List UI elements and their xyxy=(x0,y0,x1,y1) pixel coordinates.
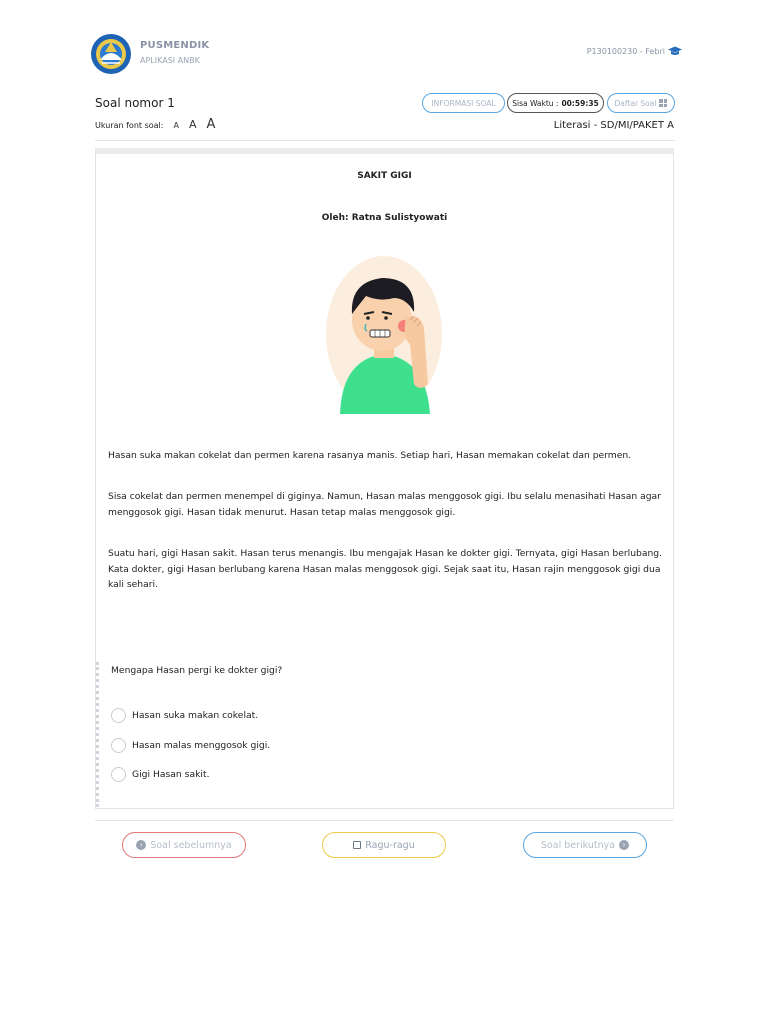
font-size-large-button[interactable]: A xyxy=(206,117,216,132)
daftar-soal-label: Daftar Soal xyxy=(614,98,657,108)
previous-question-label: Soal sebelumnya xyxy=(150,839,232,851)
story-author: Oleh: Ratna Sulistyowati xyxy=(321,213,448,223)
next-question-button[interactable] xyxy=(523,832,647,858)
grid-icon xyxy=(659,99,667,107)
next-question-label: Soal berikutnya xyxy=(540,839,616,851)
answer-option-2[interactable] xyxy=(111,738,270,753)
radio-button[interactable] xyxy=(111,767,126,782)
radio-button[interactable] xyxy=(111,738,126,753)
user-info xyxy=(587,46,682,56)
font-size-small-button[interactable]: A xyxy=(173,121,179,130)
answer-option-label: Gigi Hasan sakit. xyxy=(132,769,210,780)
time-value: 00:59:35 xyxy=(561,98,599,108)
daftar-soal-button[interactable] xyxy=(607,93,675,113)
font-size-label: Ukuran font soal: xyxy=(95,121,164,130)
story-paragraph-1: Hasan suka makan cokelat dan permen karena rasanya manis. Setiap hari, Hasan memakan cokelat dan permen. xyxy=(108,450,632,461)
toothache-boy-illustration xyxy=(322,254,447,414)
time-remaining xyxy=(507,93,604,113)
answer-option-3[interactable] xyxy=(111,767,210,782)
question-divider xyxy=(96,662,100,807)
question-number-title: Soal nomor 1 xyxy=(95,96,175,110)
answer-option-label: Hasan suka makan cokelat. xyxy=(132,710,259,721)
doubtful-button[interactable] xyxy=(322,832,446,858)
info-soal-button[interactable]: INFORMASI SOAL xyxy=(422,93,505,113)
divider xyxy=(95,820,674,821)
graduation-cap-icon xyxy=(668,46,682,56)
story-title: SAKIT GIGI xyxy=(357,171,412,181)
tutwuri-logo xyxy=(88,33,134,75)
story-paragraph-2: Sisa cokelat dan permen menempel di giginya. Namun, Hasan malas menggosok gigi. Ibu selalu menasihati Hasan agar menggosok gigi. Hasan tidak menurut. Hasan tetap malas menggosok gigi. xyxy=(108,491,661,518)
checkbox-icon xyxy=(353,841,361,849)
time-label: Sisa Waktu : xyxy=(512,98,559,108)
story-paragraph-3: Suatu hari, gigi Hasan sakit. Hasan terus menangis. Ibu mengajak Hasan ke dokter gigi. Ternyata, gigi Hasan berlubang. Kata dokter, gigi Hasan berlubang karena Hasan malas menggosok gigi. Sejak saat itu, Hasan rajin menggosok gigi dua kali sehari. xyxy=(108,548,663,590)
previous-question-button[interactable] xyxy=(122,832,246,858)
brand-title: PUSMENDIK xyxy=(140,40,210,51)
question-card xyxy=(95,148,674,809)
answer-option-label: Hasan malas menggosok gigi. xyxy=(132,740,271,751)
category-label: Literasi - SD/MI/PAKET A xyxy=(553,120,674,131)
divider xyxy=(95,140,675,141)
font-size-selector xyxy=(95,117,215,132)
chevron-left-circle-icon: ‹ xyxy=(136,840,146,850)
user-name: P130100230 - Febri xyxy=(586,46,665,56)
radio-button[interactable] xyxy=(111,708,126,723)
doubtful-label: Ragu-ragu xyxy=(365,839,415,851)
brand-subtitle: APLIKASI ANBK xyxy=(140,56,200,65)
answer-option-1[interactable] xyxy=(111,708,258,723)
chevron-right-circle-icon: › xyxy=(619,840,629,850)
font-size-medium-button[interactable]: A xyxy=(188,118,197,131)
question-text: Mengapa Hasan pergi ke dokter gigi? xyxy=(111,665,283,676)
